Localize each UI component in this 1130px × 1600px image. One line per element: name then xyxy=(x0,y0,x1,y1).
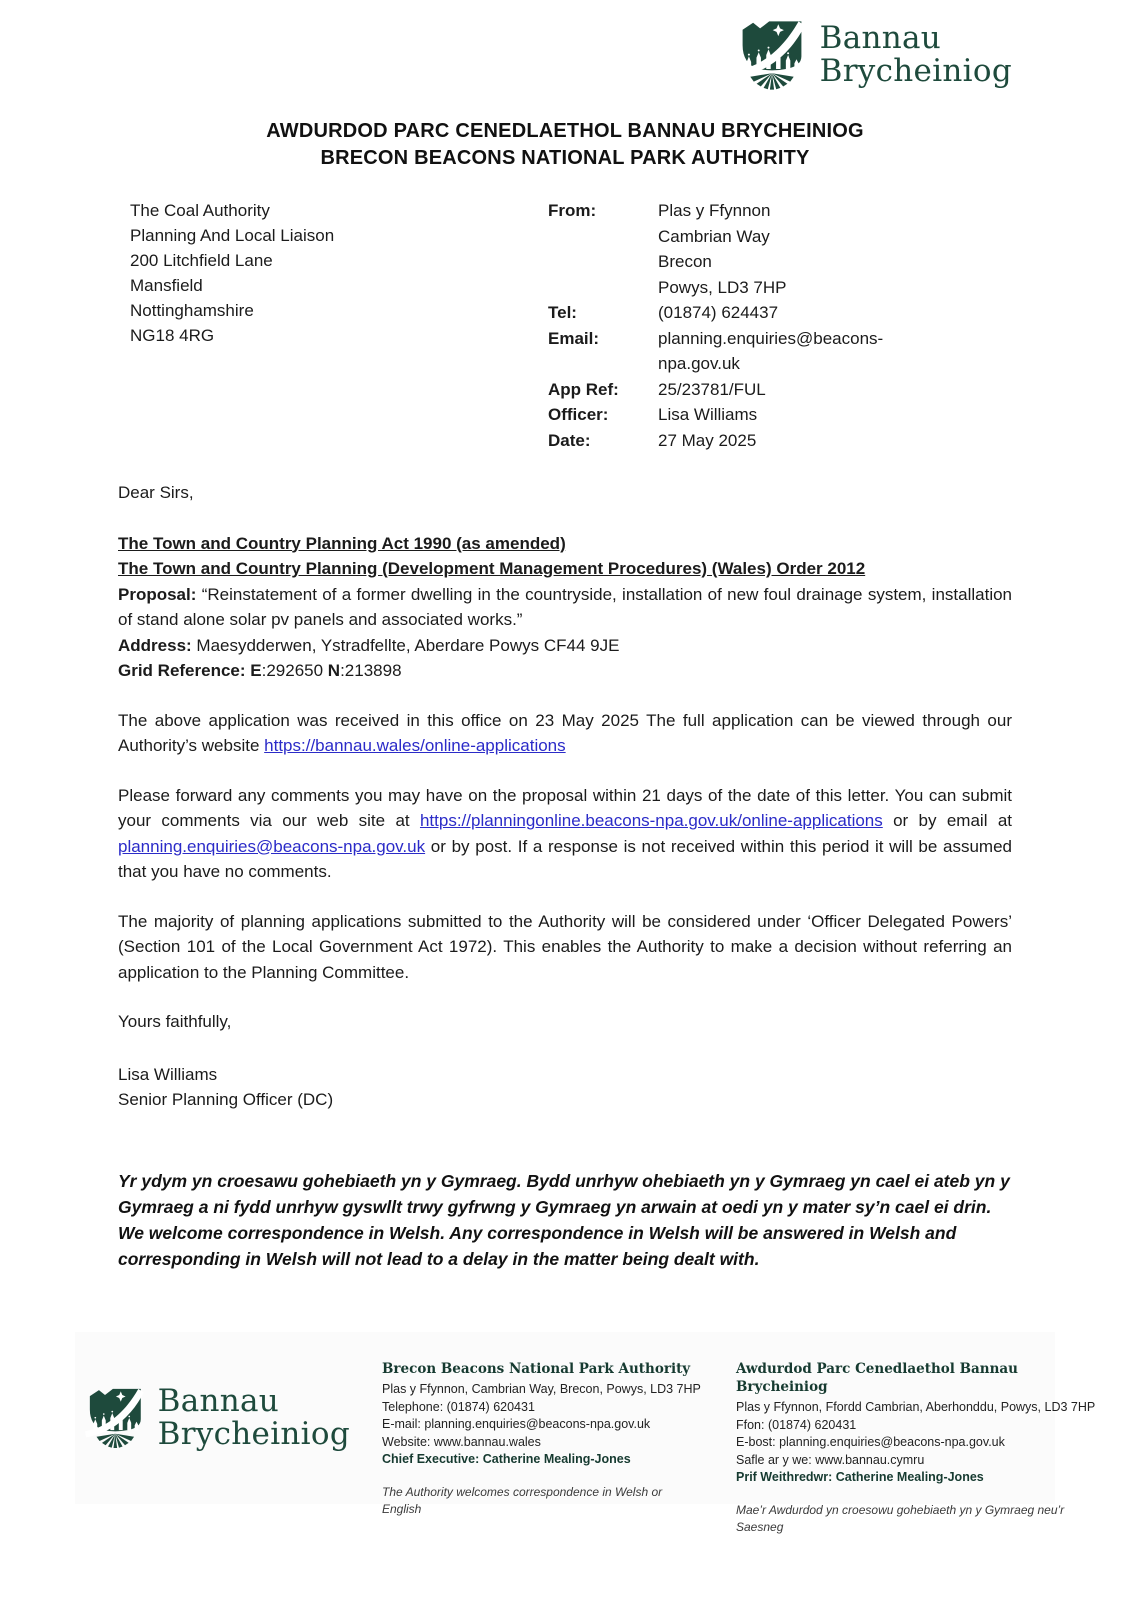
footer-column-welsh xyxy=(736,1332,1104,1534)
recipient-line: Mansfield xyxy=(130,276,203,295)
grid-reference-label: Grid Reference: xyxy=(118,661,251,680)
grid-n-label: N xyxy=(327,661,341,680)
grid-e-value: :292650 xyxy=(261,661,328,680)
grid-e-label: E xyxy=(250,661,262,680)
online-applications-link[interactable]: https://bannau.wales/online-applications xyxy=(264,736,566,755)
signature-role: Senior Planning Officer (DC) xyxy=(118,1090,334,1109)
email-value: planning.enquiries@beacons-npa.gov.uk xyxy=(658,328,884,373)
date-label: Date: xyxy=(548,430,591,450)
footer-cy-line: Ffon: (01874) 620431 xyxy=(736,1417,857,1432)
act-heading-2: The Town and Country Planning (Development Management Procedures) (Wales) Order 2012 xyxy=(118,559,866,578)
from-line: Powys, LD3 7HP xyxy=(658,277,787,297)
brand-wordmark xyxy=(820,22,1012,88)
english-correspondence-notice: We welcome correspondence in Welsh. Any correspondence in Welsh will be answered in Welsh and corresponding in Welsh will not lead to a delay in the matter being dealt with. xyxy=(118,1222,957,1269)
paragraph-text: or by email at xyxy=(882,811,1012,830)
recipient-line: The Coal Authority xyxy=(130,201,270,220)
footer-cy-title: Awdurdod Parc Cenedlaethol Bannau Brycheiniog xyxy=(736,1361,1018,1395)
from-line: Plas y Ffynnon xyxy=(658,201,771,220)
grid-n-value: :213898 xyxy=(340,661,402,680)
officer-label: Officer: xyxy=(548,405,609,424)
footer-en-line: Plas y Ffynnon, Cambrian Way, Brecon, Powys, LD3 7HP xyxy=(382,1382,701,1396)
footer-cy-chief-executive: Prif Weithredwr: Catherine Mealing-Jones xyxy=(736,1470,984,1484)
paragraph-application-received xyxy=(118,708,1012,759)
authority-title-english: BRECON BEACONS NATIONAL PARK AUTHORITY xyxy=(320,147,810,169)
recipient-line: NG18 4RG xyxy=(130,326,215,345)
footer-en-line: E-mail: planning.enquiries@beacons-npa.gov.uk xyxy=(382,1417,651,1431)
authority-title-welsh: AWDURDOD PARC CENEDLAETHOL BANNAU BRYCHEINIOG xyxy=(266,120,864,142)
brand-wordmark-line2: Brycheiniog xyxy=(819,53,1012,89)
officer-value: Lisa Williams xyxy=(658,405,758,424)
footer-en-chief-executive: Chief Executive: Catherine Mealing-Jones xyxy=(382,1452,631,1466)
from-label: From: xyxy=(548,201,597,220)
language-notices xyxy=(118,1168,1012,1272)
bannau-brycheiniog-crest-icon xyxy=(737,20,807,90)
welsh-correspondence-notice: Yr ydym yn croesawu gohebiaeth yn y Gymraeg. Bydd unrhyw ohebiaeth yn y Gymraeg yn cael ei ateb yn y Gymraeg a ni fydd unrhyw gyswllt trwy gyfrwng y Gymraeg yn arwain at oedi yn y mater sy’n cael ei drin. xyxy=(118,1170,1010,1217)
footer-cy-line: E-bost: planning.enquiries@beacons-npa.gov.uk xyxy=(736,1435,1005,1449)
brand-wordmark-line1: Bannau xyxy=(157,1383,280,1419)
brand-wordmark-line2: Brycheiniog xyxy=(157,1416,350,1452)
act-heading-1: The Town and Country Planning Act 1990 (as amended) xyxy=(118,533,566,553)
tel-value: (01874) 624437 xyxy=(658,303,779,322)
footer-cy-language-note: Mae’r Awdurdod yn croesowu gohebiaeth yn y Gymraeg neu’r Saesneg xyxy=(736,1502,1065,1534)
address-label: Address: xyxy=(118,635,192,655)
authority-title xyxy=(118,118,1012,172)
footer-cy-line: Plas y Ffynnon, Ffordd Cambrian, Aberhonddu, Powys, LD3 7HP xyxy=(736,1400,1096,1414)
date-value: 27 May 2025 xyxy=(658,430,757,450)
app-ref-label: App Ref: xyxy=(548,379,619,399)
proposal-label: Proposal: xyxy=(118,584,197,604)
signature-block xyxy=(118,1062,1012,1113)
footer-en-line: Website: www.bannau.wales xyxy=(382,1434,541,1449)
bannau-brycheiniog-crest-icon xyxy=(85,1387,146,1449)
header-brand-logo xyxy=(737,20,1012,90)
from-line: Cambrian Way xyxy=(658,226,770,246)
paragraph-comments xyxy=(118,783,1012,885)
paragraph-text: Please forward any comments you may have on the proposal within 21 days of the date of this letter. You can submit your comments via our web site at xyxy=(118,785,1012,830)
footer-en-line: Telephone: (01874) 620431 xyxy=(382,1399,535,1414)
recipient-line: Planning And Local Liaison xyxy=(130,226,335,245)
recipient-line: Nottinghamshire xyxy=(130,301,254,320)
signature-name: Lisa Williams xyxy=(118,1064,218,1084)
footer-en-title: Brecon Beacons National Park Authority xyxy=(382,1361,691,1377)
footer-en-language-note: The Authority welcomes correspondence in Welsh or English xyxy=(382,1484,663,1516)
app-ref-value: 25/23781/FUL xyxy=(658,379,766,399)
closing: Yours faithfully, xyxy=(118,1012,232,1031)
footer-cy-line: Safle ar y we: www.bannau.cymru xyxy=(736,1452,925,1467)
salutation: Dear Sirs, xyxy=(118,483,194,502)
tel-label: Tel: xyxy=(548,303,577,322)
footer-brand-wordmark xyxy=(158,1385,350,1451)
footer-column-english xyxy=(382,1332,704,1516)
site-address-line xyxy=(118,633,1012,659)
from-address xyxy=(658,198,1012,300)
from-line: Brecon xyxy=(658,252,712,271)
paragraph-text: or by post. If a response is not received within this period it will be assumed that you have no comments. xyxy=(118,836,1012,881)
recipient-address xyxy=(130,198,334,453)
paragraph-delegated-powers: The majority of planning applications submitted to the Authority will be considered under ‘Officer Delegated Powers’ (Section 101 of the Local Government Act 1972). This enables the Authority to make a decision without referring an application to the Planning Committee. xyxy=(118,911,1012,982)
grid-reference-line xyxy=(118,658,1012,684)
email-label: Email: xyxy=(548,328,600,348)
footer-brand-logo xyxy=(75,1385,350,1451)
proposal-line xyxy=(118,582,1012,633)
planning-email-link[interactable]: planning.enquiries@beacons-npa.gov.uk xyxy=(118,836,426,856)
paragraph-text: The above application was received in this office on 23 May 2025 The full application can be viewed through our Authority’s website xyxy=(118,710,1012,755)
brand-wordmark-line1: Bannau xyxy=(819,20,942,56)
recipient-line: 200 Litchfield Lane xyxy=(130,251,273,270)
application-details-block xyxy=(118,531,1012,684)
sender-meta-block xyxy=(548,198,1012,453)
proposal-text: “Reinstatement of a former dwelling in the countryside, installation of new foul drainage system, installation of stand alone solar pv panels and associated works.” xyxy=(118,584,1012,629)
planning-online-link[interactable]: https://planningonline.beacons-npa.gov.uk/online-applications xyxy=(419,811,883,830)
address-text: Maesydderwen, Ystradfellte, Aberdare Powys CF44 9JE xyxy=(191,635,620,655)
letter-footer xyxy=(75,1332,1096,1534)
